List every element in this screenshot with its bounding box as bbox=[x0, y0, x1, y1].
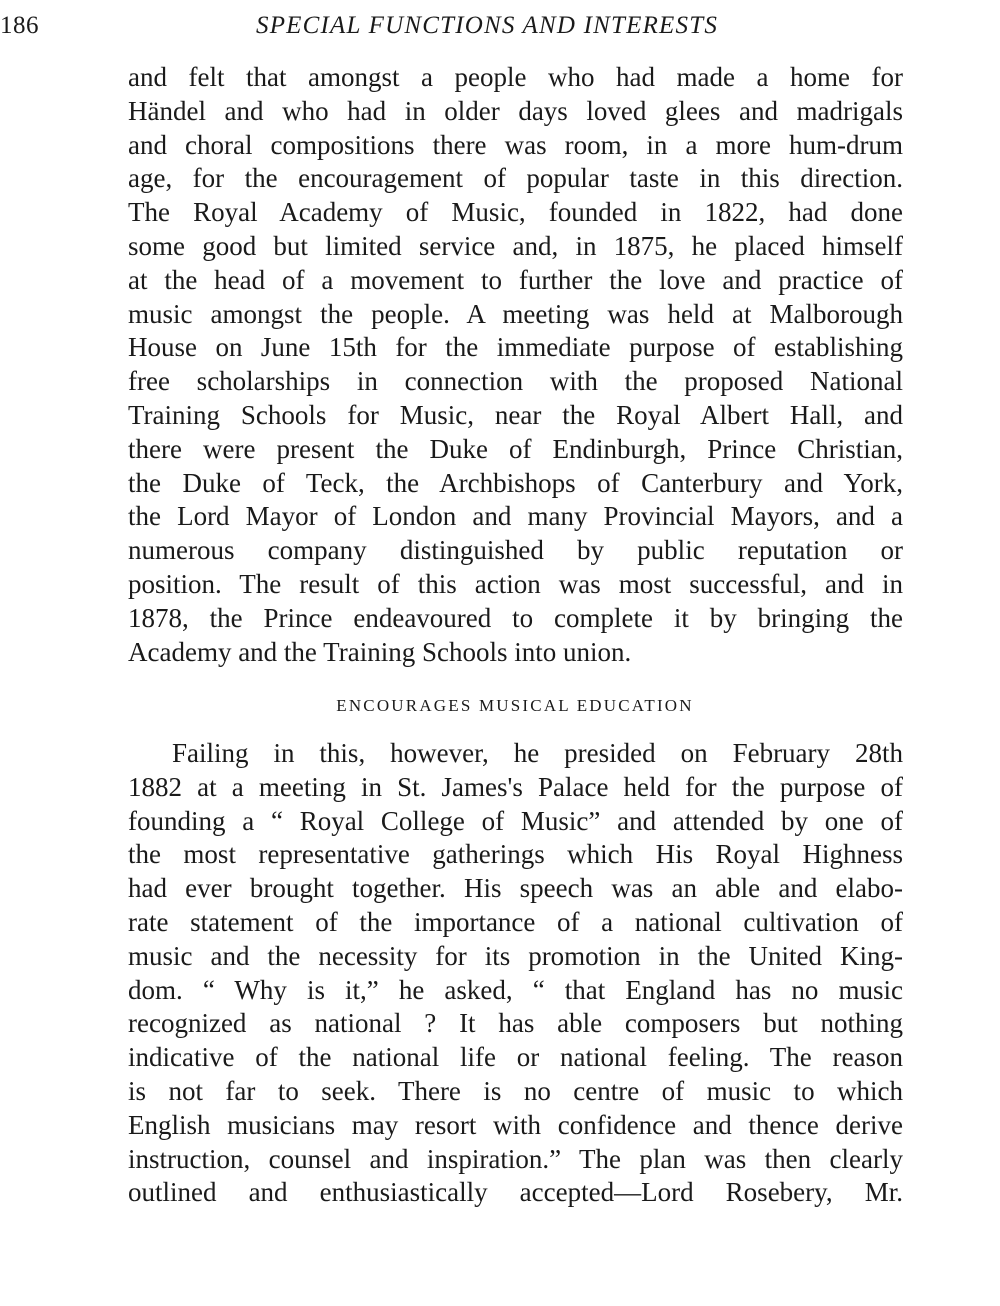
text-line: House on June 15th for the immediate purpose of establishing bbox=[128, 332, 903, 363]
text-line: Academy and the Training Schools into union. bbox=[128, 636, 632, 667]
text-line: some good but limited service and, in 1875, he placed himself bbox=[128, 230, 903, 261]
text-line: there were present the Duke of Endinburgh, Prince Christian, bbox=[128, 433, 903, 464]
text-line: numerous company distinguished by public reputation or bbox=[128, 535, 903, 566]
text-line: the Lord Mayor of London and many Provincial Mayors, and a bbox=[128, 501, 903, 532]
paragraph-1 bbox=[128, 61, 903, 669]
text-line: dom. “ Why is it,” he asked, “ that England has no music bbox=[128, 974, 903, 1005]
text-line: age, for the encouragement of popular taste in this direction. bbox=[128, 163, 903, 194]
text-line: English musicians may resort with confidence and thence derive bbox=[128, 1109, 903, 1140]
text-line: at the head of a movement to further the love and practice of bbox=[128, 264, 903, 295]
text-line: music amongst the people. A meeting was held at Malborough bbox=[128, 298, 903, 329]
text-line: Händel and who had in older days loved glees and madrigals bbox=[128, 95, 903, 126]
text-line: had ever brought together. His speech was an able and elabo- bbox=[128, 873, 903, 904]
text-line: outlined and enthusiastically accepted—Lord Rosebery, Mr. bbox=[128, 1177, 903, 1208]
text-line: 1882 at a meeting in St. James's Palace held for the purpose of bbox=[128, 771, 903, 802]
page-number: 186 bbox=[0, 12, 39, 39]
running-head bbox=[0, 8, 903, 48]
text-line: The Royal Academy of Music, founded in 1822, had done bbox=[128, 197, 903, 228]
text-line: music and the necessity for its promotion in the United King- bbox=[128, 940, 903, 971]
text-line: indicative of the national life or national feeling. The reason bbox=[128, 1042, 903, 1073]
text-line: Failing in this, however, he presided on February 28th bbox=[172, 738, 903, 768]
text-line: and felt that amongst a people who had made a home for bbox=[128, 62, 903, 92]
text-line: instruction, counsel and inspiration.” The plan was then clearly bbox=[128, 1143, 903, 1174]
section-heading: ENCOURAGES MUSICAL EDUCATION bbox=[336, 696, 694, 715]
text-line: and choral compositions there was room, in a more hum-drum bbox=[128, 129, 903, 160]
text-line: 1878, the Prince endeavoured to complete it by bringing the bbox=[128, 602, 903, 633]
text-line: recognized as national ? It has able composers but nothing bbox=[128, 1008, 903, 1039]
text-line: free scholarships in connection with the proposed National bbox=[128, 366, 903, 397]
text-line: rate statement of the importance of a national cultivation of bbox=[128, 906, 903, 937]
running-title: SPECIAL FUNCTIONS AND INTERESTS bbox=[256, 12, 719, 39]
text-line: founding a “ Royal College of Music” and attended by one of bbox=[128, 805, 903, 836]
paragraph-2 bbox=[128, 737, 903, 1210]
text-line: position. The result of this action was most successful, and in bbox=[128, 568, 903, 599]
text-line: the Duke of Teck, the Archbishops of Canterbury and York, bbox=[128, 467, 903, 498]
text-line: is not far to seek. There is no centre of music to which bbox=[128, 1075, 903, 1106]
text-line: Training Schools for Music, near the Royal Albert Hall, and bbox=[128, 399, 903, 430]
text-line: the most representative gatherings which His Royal Highness bbox=[128, 839, 903, 870]
